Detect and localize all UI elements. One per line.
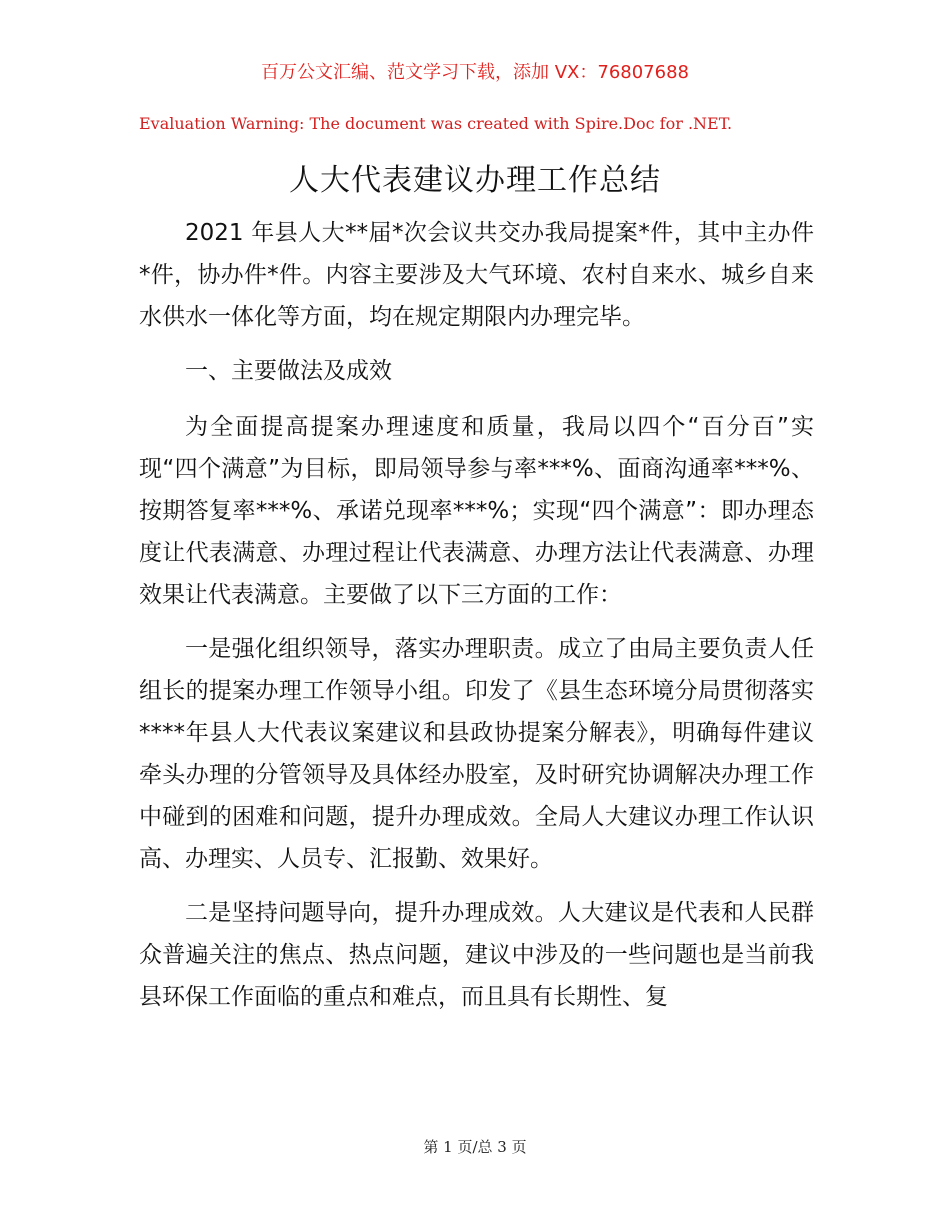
paragraph-point-two: 二是坚持问题导向，提升办理成效。人大建议是代表和人民群众普遍关注的焦点、热点问题，建议中涉及的一些问题也是当前我县环保工作面临的重点和难点，而且具有长期性、复 — [139, 900, 814, 1010]
section-heading: 一、主要做法及成效 — [185, 358, 392, 384]
page-number: 第 1 页/总 3 页 — [423, 1138, 527, 1156]
document-title: 人大代表建议办理工作总结 — [289, 163, 661, 198]
evaluation-warning: Evaluation Warning: The document was created with Spire.Doc for .NET. — [139, 114, 733, 133]
document-body — [139, 212, 814, 1030]
paragraph-intro: 2021 年县人大**届*次会议共交办我局提案*件，其中主办件*件，协办件*件。内容主要涉及大气环境、农村自来水、城乡自来水供水一体化等方面，均在规定期限内办理完毕。 — [139, 220, 814, 330]
promo-banner: 百万公文汇编、范文学习下载，添加 VX：76807688 — [261, 62, 689, 83]
paragraph-goals: 为全面提高提案办理速度和质量，我局以四个“百分百”实现“四个满意”为目标，即局领导参与率***%、面商沟通率***%、按期答复率***%、承诺兑现率***%；实现“四个满意”：即办理态度让代表满意、办理过程让代表满意、办理方法让代表满意、办理效果让代表满意。主要做了以下三方面的工作： — [139, 414, 814, 608]
paragraph-point-one: 一是强化组织领导，落实办理职责。成立了由局主要负责人任组长的提案办理工作领导小组。印发了《县生态环境分局贯彻落实****年县人大代表议案建议和县政协提案分解表》，明确每件建议牵头办理的分管领导及具体经办股室，及时研究协调解决办理工作中碰到的困难和问题，提升办理成效。全局人大建议办理工作认识高、办理实、人员专、汇报勤、效果好。 — [139, 636, 814, 872]
